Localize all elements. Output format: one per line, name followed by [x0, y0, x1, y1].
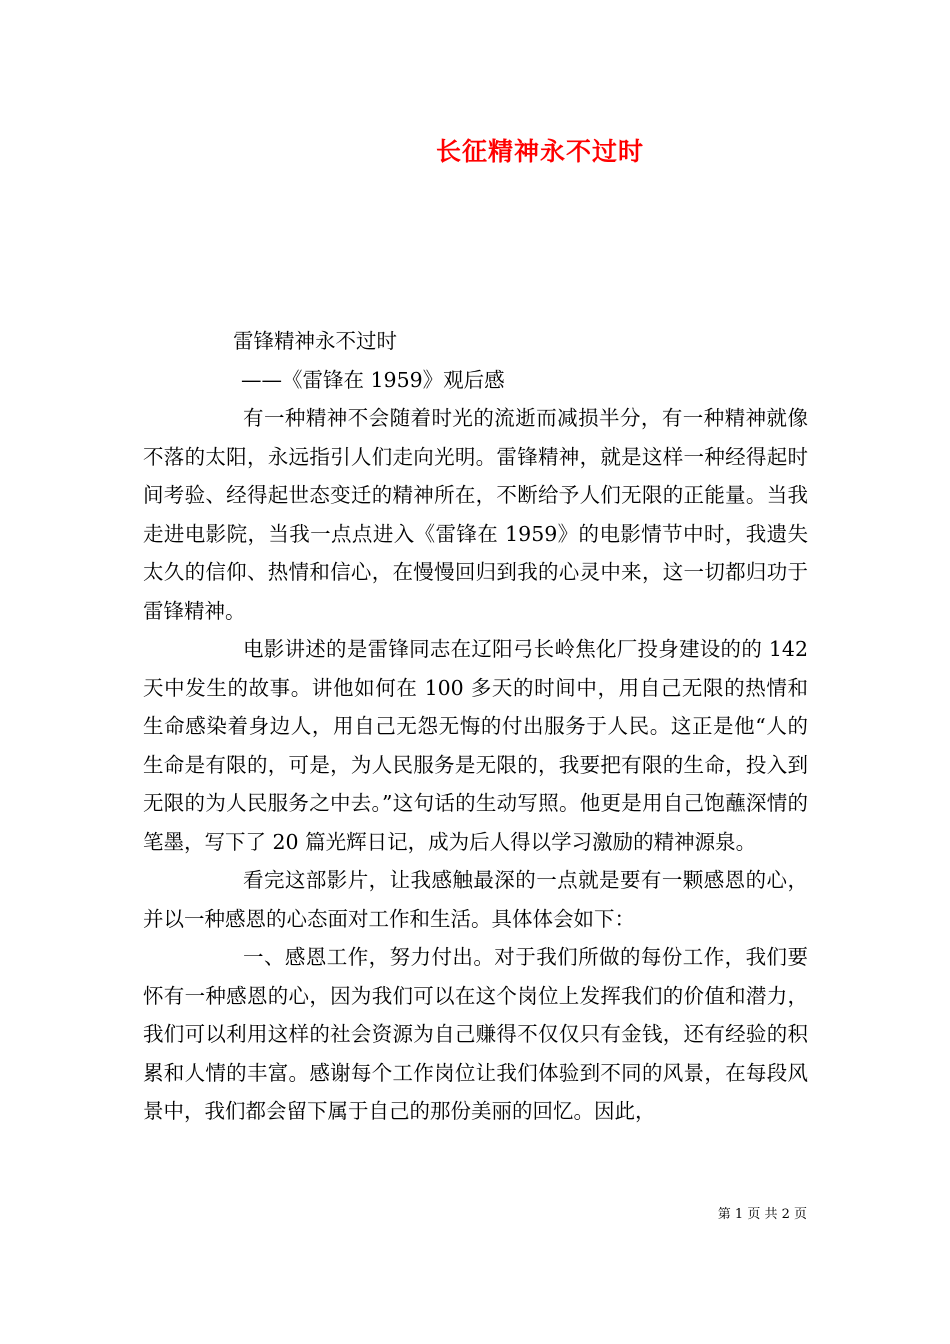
- document-title: 长征精神永不过时: [435, 137, 644, 166]
- subtitle: 雷锋精神永不过时: [233, 329, 397, 353]
- subtitle-secondary: ——《雷锋在 1959》观后感: [241, 367, 505, 392]
- document-body: [143, 322, 808, 1131]
- paragraph-4: 一、感恩工作，努力付出。对于我们所做的每份工作，我们要怀有一种感恩的心，因为我们可以在这个岗位上发挥我们的价值和潜力，我们可以利用这样的社会资源为自己赚得不仅仅只有金钱，还有经验的积累和人情的丰富。感谢每个工作岗位让我们体验到不同的风景，在每段风景中，我们都会留下属于自己的那份美丽的回忆。因此，: [143, 945, 808, 1123]
- paragraph-2: 电影讲述的是雷锋同志在辽阳弓长岭焦化厂投身建设的的 142 天中发生的故事。讲他如何在 100 多天的时间中，用自己无限的热情和生命感染着身边人，用自己无怨无悔的付出服务于人民。这正是他“人的生命是有限的，可是，为人民服务是无限的，我要把有限的生命，投入到无限的为人民服务之中去。”这句话的生动写照。他更是用自己饱蘸深情的笔墨，写下了 20 篇光辉日记，成为后人得以学习激励的精神源泉。: [143, 637, 808, 854]
- paragraph-3: 看完这部影片，让我感触最深的一点就是要有一颗感恩的心，并以一种感恩的心态面对工作和生活。具体体会如下：: [143, 868, 808, 931]
- paragraph-1: 有一种精神不会随着时光的流逝而减损半分，有一种精神就像不落的太阳，永远指引人们走向光明。雷锋精神，就是这样一种经得起时间考验、经得起世态变迁的精神所在，不断给予人们无限的正能量。当我走进电影院，当我一点点进入《雷锋在 1959》的电影情节中时，我遗失太久的信仰、热情和信心，在慢慢回归到我的心灵中来，这一切都归功于雷锋精神。: [143, 406, 808, 623]
- page-number: 第 1 页 共 2 页: [717, 1207, 807, 1222]
